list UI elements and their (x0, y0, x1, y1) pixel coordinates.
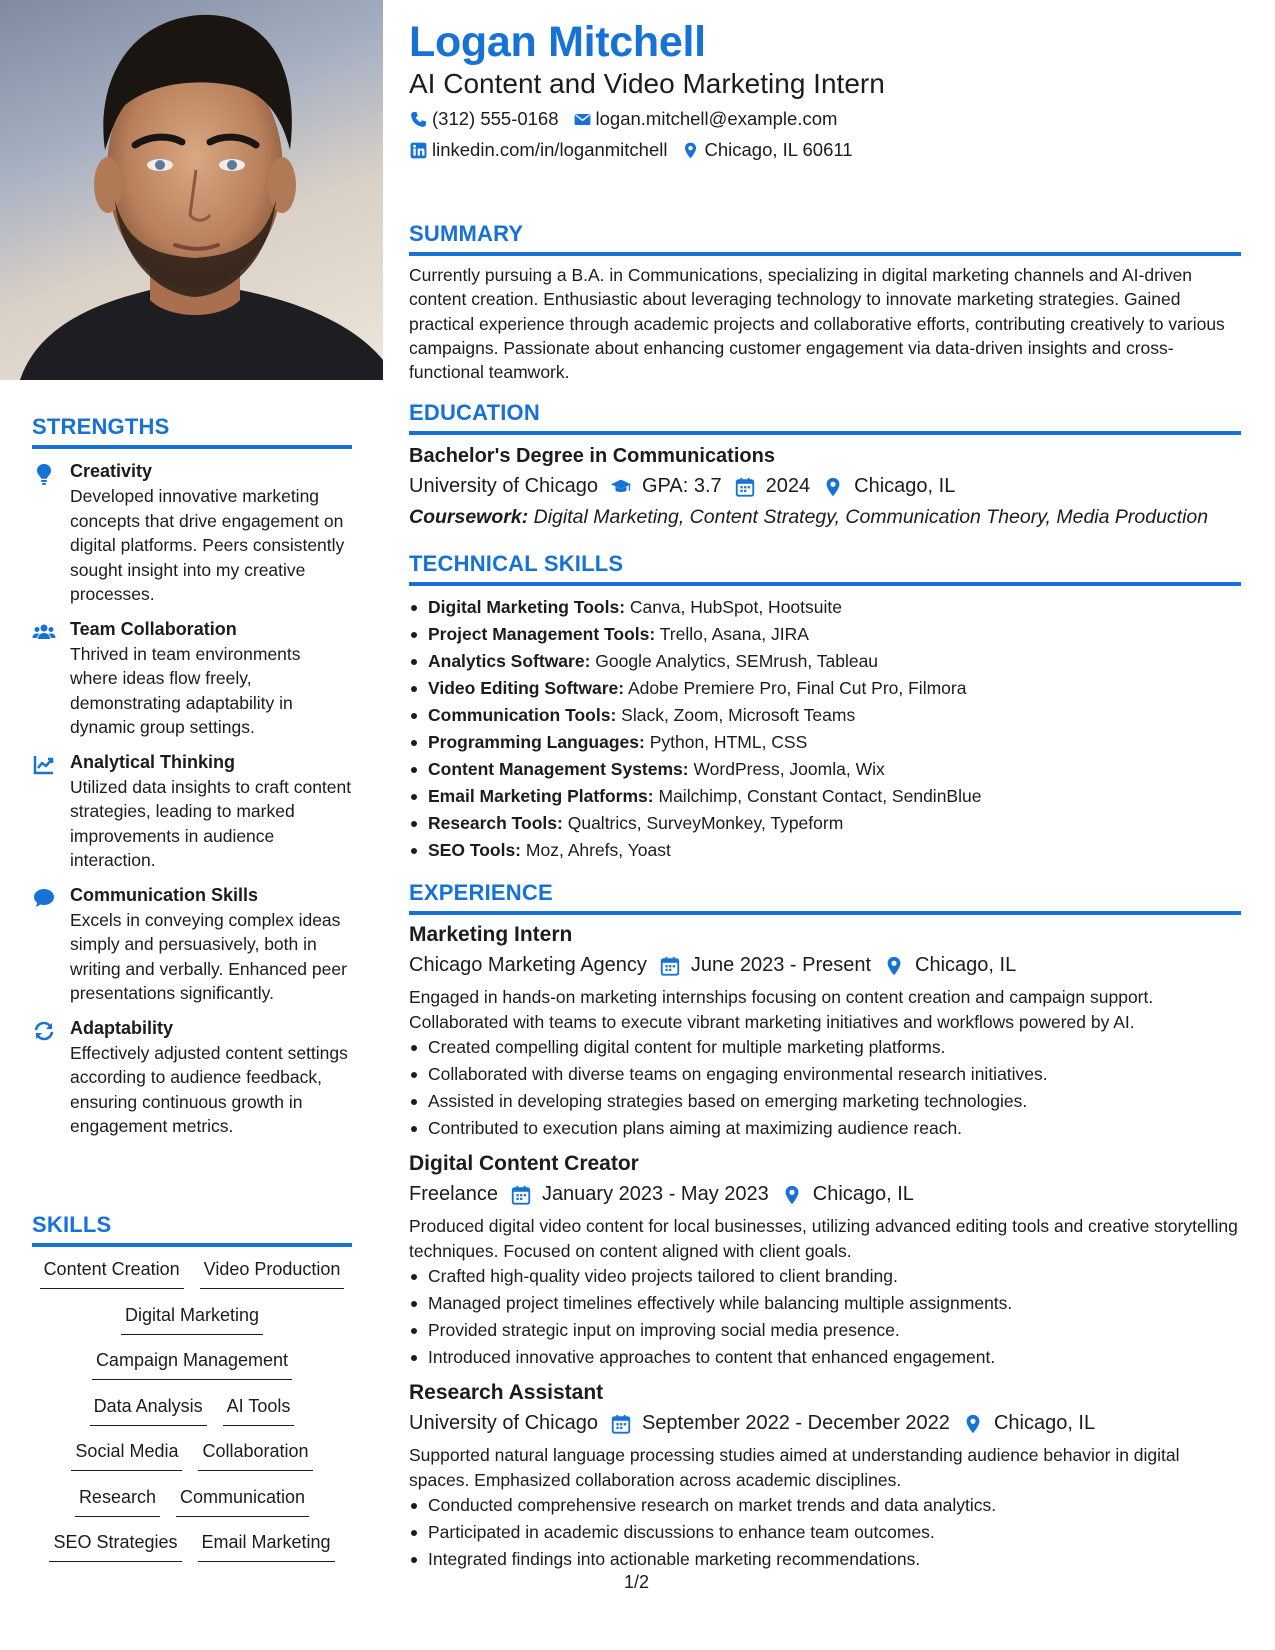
list-item (409, 810, 1241, 837)
list-item: Participated in academic discussions to enhance team outcomes. (409, 1519, 1241, 1546)
list-item (409, 837, 1241, 864)
skill-tag: Email Marketing (198, 1532, 335, 1562)
job-location: Chicago, IL (993, 1412, 1096, 1434)
users-icon (32, 620, 56, 644)
skill-tag: Digital Marketing (121, 1305, 263, 1335)
list-item: Crafted high-quality video projects tailored to client branding. (409, 1263, 1241, 1290)
technical-skills-list (409, 594, 1241, 864)
list-item: Conducted comprehensive research on market trends and data analytics. (409, 1492, 1241, 1519)
page-number: 1/2 (624, 1572, 650, 1592)
experience-heading: EXPERIENCE (409, 880, 553, 905)
section-divider (32, 445, 352, 449)
skill-category: Analytics Software: (428, 651, 591, 671)
email-contact[interactable] (573, 108, 838, 130)
linkedin-contact[interactable] (409, 139, 667, 161)
coursework-label: Coursework: (409, 506, 529, 528)
company-name: Chicago Marketing Agency (409, 954, 647, 976)
job-dates: June 2023 - Present (690, 954, 872, 976)
profile-photo (0, 0, 383, 380)
skill-tag: Content Creation (40, 1259, 184, 1289)
map-pin-icon (883, 955, 905, 977)
list-item: Contributed to execution plans aiming at maximizing audience reach. (409, 1115, 1241, 1142)
skill-values: Qualtrics, SurveyMonkey, Typeform (567, 813, 844, 833)
skill-category: Programming Languages: (428, 732, 645, 752)
strengths-section (32, 414, 352, 1139)
list-item: Managed project timelines effectively while balancing multiple assignments. (409, 1290, 1241, 1317)
coursework (409, 506, 1241, 529)
skill-values: Python, HTML, CSS (649, 732, 808, 752)
job-meta (409, 954, 1241, 977)
skill-category: Digital Marketing Tools: (428, 597, 626, 617)
skill-values: Canva, HubSpot, Hootsuite (629, 597, 842, 617)
list-item (409, 702, 1241, 729)
skill-row (32, 1532, 352, 1578)
phone-contact (409, 108, 559, 130)
skill-category: Content Management Systems: (428, 759, 689, 779)
summary-text: Currently pursuing a B.A. in Communications, specializing in digital marketing channels and AI-driven content creation. Enthusiastic about leveraging technology to innovate marketing strategies. Gained practical experience through academic projects and collaborative efforts, contributing creatively to various campaigns. Passionate about enhancing customer engagement via data-driven insights and cross-functional teamwork. (409, 265, 1225, 383)
degree-title: Bachelor's Degree in Communications (409, 445, 775, 467)
skill-values: Trello, Asana, JIRA (659, 624, 809, 644)
map-pin-icon (781, 1184, 803, 1206)
list-item (409, 756, 1241, 783)
job-role: Marketing Intern (409, 923, 573, 946)
technical-skills-heading: TECHNICAL SKILLS (409, 551, 624, 576)
education-heading: EDUCATION (409, 400, 540, 425)
contact-row (409, 139, 867, 161)
summary-heading: SUMMARY (409, 221, 524, 246)
job-dates: January 2023 - May 2023 (541, 1183, 769, 1205)
envelope-icon (573, 110, 592, 129)
map-pin-icon (681, 141, 700, 160)
skill-tag: SEO Strategies (49, 1532, 181, 1562)
skill-tag: Research (75, 1487, 160, 1517)
strengths-heading: STRENGTHS (32, 414, 170, 439)
strength-title: Communication Skills (70, 884, 259, 905)
strength-description: Excels in conveying complex ideas simply and persuasively, both in writing and verbally. Enhanced peer presentations significantly. (70, 909, 347, 1003)
portrait-illustration (0, 0, 383, 380)
job-description: Engaged in hands-on marketing internships focusing on content creation and campaign support. Collaborated with teams to execute vibrant marketing initiatives and workflows powered by AI. (409, 987, 1154, 1032)
strength-title: Team Collaboration (70, 618, 237, 639)
skill-tag: Social Media (71, 1441, 182, 1471)
coursework-text: Digital Marketing, Content Strategy, Communication Theory, Media Production (533, 506, 1209, 528)
job-entry (409, 1381, 1241, 1573)
phone-text: (312) 555-0168 (432, 108, 559, 129)
skill-values: Moz, Ahrefs, Yoast (525, 840, 671, 860)
candidate-name: Logan Mitchell (409, 18, 706, 66)
skill-values: Slack, Zoom, Microsoft Teams (621, 705, 856, 725)
school-location: Chicago, IL (854, 475, 956, 497)
calendar-icon (734, 476, 756, 498)
job-meta (409, 1183, 1241, 1206)
map-pin-icon (962, 1413, 984, 1435)
job-dates: September 2022 - December 2022 (641, 1412, 950, 1434)
strength-item (32, 752, 352, 873)
calendar-icon (610, 1413, 632, 1435)
strength-title: Adaptability (70, 1017, 174, 1038)
strength-title: Analytical Thinking (70, 751, 236, 772)
skill-values: Google Analytics, SEMrush, Tableau (595, 651, 879, 671)
company-name: Freelance (409, 1183, 498, 1205)
skill-category: Video Editing Software: (428, 678, 625, 698)
job-bullets (409, 1263, 1241, 1371)
skill-tag: Collaboration (198, 1441, 312, 1471)
section-divider (409, 431, 1241, 435)
candidate-title: AI Content and Video Marketing Intern (409, 68, 885, 99)
skill-values: WordPress, Joomla, Wix (693, 759, 885, 779)
strength-item (32, 885, 352, 1006)
skill-category: Email Marketing Platforms: (428, 786, 654, 806)
skill-row (32, 1396, 352, 1442)
summary-section (409, 221, 1241, 384)
skill-tag: Data Analysis (90, 1396, 207, 1426)
speech-bubble-icon (32, 886, 56, 910)
calendar-icon (659, 955, 681, 977)
job-role: Research Assistant (409, 1381, 604, 1404)
calendar-icon (510, 1184, 532, 1206)
job-bullets (409, 1034, 1241, 1142)
strength-item (32, 619, 352, 740)
experience-section (409, 880, 1241, 1573)
strength-description: Developed innovative marketing concepts that drive engagement on digital platforms. Peers consistently sought insight into my creative processes. (70, 486, 345, 604)
skill-tag: Communication (176, 1487, 309, 1517)
school-name: University of Chicago (409, 475, 598, 497)
strength-item (32, 1018, 352, 1139)
skill-category: SEO Tools: (428, 840, 522, 860)
job-description: Produced digital video content for local businesses, utilizing advanced editing tools and creative storytelling techniques. Focused on content aligned with client goals. (409, 1216, 1238, 1261)
list-item (409, 594, 1241, 621)
linkedin-text[interactable]: linkedin.com/in/loganmitchell (432, 139, 668, 160)
list-item (409, 675, 1241, 702)
strength-description: Thrived in team environments where ideas flow freely, demonstrating adaptability in dynamic group settings. (70, 643, 301, 737)
graduation-year: 2024 (765, 475, 811, 497)
list-item (409, 648, 1241, 675)
skill-category: Communication Tools: (428, 705, 617, 725)
list-item: Assisted in developing strategies based on emerging marketing technologies. (409, 1088, 1241, 1115)
list-item: Integrated findings into actionable marketing recommendations. (409, 1546, 1241, 1573)
strength-description: Effectively adjusted content settings according to audience feedback, ensuring continuous growth in engagement metrics. (70, 1042, 348, 1136)
strength-title: Creativity (70, 461, 153, 481)
skill-row (32, 1487, 352, 1533)
section-divider (409, 252, 1241, 256)
skill-category: Research Tools: (428, 813, 563, 833)
email-text[interactable]: logan.mitchell@example.com (595, 108, 838, 129)
lightbulb-icon (32, 462, 56, 486)
skill-values: Mailchimp, Constant Contact, SendinBlue (658, 786, 982, 806)
list-item: Collaborated with diverse teams on engaging environmental research initiatives. (409, 1061, 1241, 1088)
list-item (409, 729, 1241, 756)
skill-tag: AI Tools (223, 1396, 295, 1426)
location-text: Chicago, IL 60611 (704, 139, 853, 160)
list-item: Introduced innovative approaches to content that enhanced engagement. (409, 1344, 1241, 1371)
list-item (409, 783, 1241, 810)
list-item: Created compelling digital content for multiple marketing platforms. (409, 1034, 1241, 1061)
skill-tag: Campaign Management (92, 1350, 292, 1380)
job-location: Chicago, IL (915, 954, 1017, 976)
skills-heading: SKILLS (32, 1212, 112, 1237)
education-meta (409, 475, 1241, 498)
graduation-cap-icon (610, 476, 632, 498)
job-description: Supported natural language processing studies aimed at understanding audience behavior in digital spaces. Emphasized collaboration across academic disciplines. (409, 1445, 1180, 1490)
skill-values: Adobe Premiere Pro, Final Cut Pro, Filmora (628, 678, 967, 698)
technical-skills-section (409, 551, 1241, 864)
skill-row (32, 1350, 352, 1396)
job-meta (409, 1412, 1241, 1435)
refresh-icon (32, 1019, 56, 1043)
company-name: University of Chicago (409, 1412, 598, 1434)
map-pin-icon (822, 476, 844, 498)
job-location: Chicago, IL (812, 1183, 914, 1205)
job-role: Digital Content Creator (409, 1152, 639, 1175)
left-column (0, 0, 383, 1650)
job-bullets (409, 1492, 1241, 1573)
skill-tag-list (32, 1259, 352, 1578)
section-divider (409, 911, 1241, 915)
list-item: Provided strategic input on improving social media presence. (409, 1317, 1241, 1344)
skill-row (32, 1441, 352, 1487)
location-contact (681, 139, 852, 161)
skill-row (32, 1259, 352, 1305)
chart-line-icon (32, 753, 56, 777)
job-entry (409, 923, 1241, 1142)
skills-section (32, 1212, 352, 1578)
strength-item (32, 461, 352, 607)
section-divider (409, 582, 1241, 586)
list-item (409, 621, 1241, 648)
gpa-text: GPA: 3.7 (641, 475, 722, 497)
section-divider (32, 1243, 352, 1247)
skill-row (32, 1305, 352, 1351)
linkedin-icon (409, 141, 428, 160)
skill-tag: Video Production (200, 1259, 345, 1289)
strength-description: Utilized data insights to craft content strategies, leading to marked improvements in audience interaction. (70, 776, 352, 870)
phone-icon (409, 110, 428, 129)
education-section (409, 400, 1241, 529)
skill-category: Project Management Tools: (428, 624, 656, 644)
job-entry (409, 1152, 1241, 1371)
contact-row (409, 108, 851, 130)
